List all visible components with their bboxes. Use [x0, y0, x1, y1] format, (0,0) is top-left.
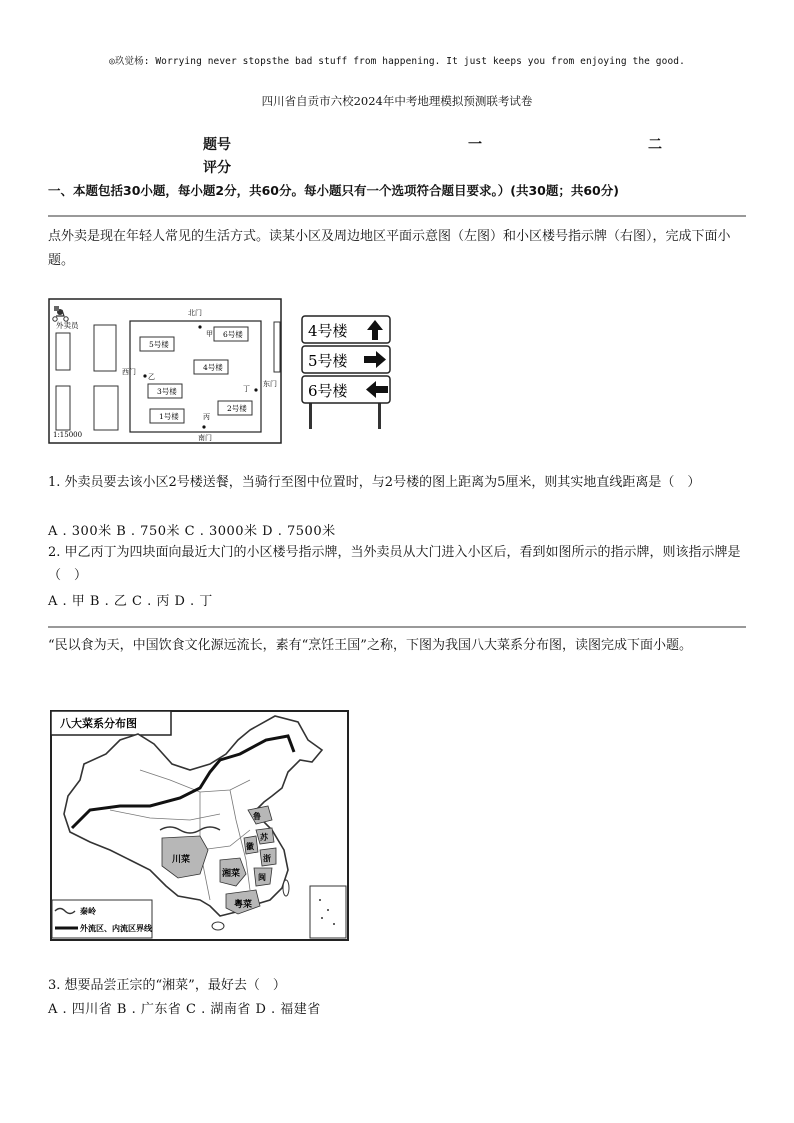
point-bing: 丙: [203, 413, 210, 421]
sign-row2-label: 5号楼: [308, 352, 348, 370]
building-3-label: 3号楼: [157, 387, 177, 396]
score-table-col2: 二: [648, 137, 662, 153]
score-table-col1: 一: [468, 137, 482, 153]
building-6-label: 6号楼: [223, 330, 243, 339]
hunan-label: 湘菜: [222, 869, 241, 879]
neighborhood-map: [48, 298, 282, 444]
building-2-label: 2号楼: [227, 404, 247, 413]
anhui-label: 徽: [246, 841, 254, 851]
question-3-options: A . 四川省 B . 广东省 C . 湖南省 D . 福建省: [48, 1002, 321, 1017]
south-gate-label: 南门: [198, 434, 212, 442]
north-gate-label: 北门: [188, 309, 202, 317]
jiangsu-label: 苏: [260, 832, 268, 842]
sichuan-label: 川菜: [172, 855, 191, 865]
score-table-row1-label: 题号: [203, 137, 231, 153]
west-gate-label: 西门: [122, 368, 136, 376]
header-motto: ◎玖觉杨: Worrying never stopsthe bad stuff from happening. It just keeps you from enjoying the good.: [109, 56, 685, 67]
divider: [48, 215, 746, 217]
question-2-options: A . 甲 B . 乙 C . 丙 D . 丁: [48, 594, 213, 609]
passage2-intro: “民以食为天，中国饮食文化源远流长，素有“烹饪王国”之称，下图为我国八大菜系分布图，读图完成下面小题。: [48, 638, 692, 653]
question-1-options: A . 300米 B . 750米 C . 3000米 D . 7500米: [48, 524, 336, 539]
building-5-label: 5号楼: [149, 340, 169, 349]
cuisine-map: [50, 710, 350, 942]
legend-boundary-label: 外流区、内流区界线: [80, 923, 152, 933]
fujian-label: 闽: [258, 872, 266, 882]
score-table-row2-label: 评分: [203, 160, 231, 176]
point-yi: 乙: [148, 373, 155, 381]
zhejiang-label: 浙: [263, 853, 271, 863]
guangdong-label: 粤菜: [234, 900, 253, 910]
question-3: 3. 想要品尝正宗的“湘菜”，最好去（ ）: [48, 978, 286, 993]
cuisine-map-title: 八大菜系分布图: [60, 717, 137, 730]
building-1-label: 1号楼: [159, 412, 179, 421]
sign-row1-label: 4号楼: [308, 322, 348, 340]
question-2: 2. 甲乙丙丁为四块面向最近大门的小区楼号指示牌，当外卖员从大门进入小区后，看到如图所示的指示牌，则该指示牌是（ ）: [48, 545, 741, 583]
page-title: 四川省自贡市六校2024年中考地理模拟预测联考试卷: [261, 94, 533, 108]
section-heading: 一、本题包括30小题，每小题2分，共60分。每小题只有一个选项符合题目要求。）(共30题；共60分): [48, 183, 619, 198]
building-4-label: 4号楼: [203, 363, 223, 372]
point-ding: 丁: [243, 385, 250, 393]
sign-row3-label: 6号楼: [308, 382, 348, 400]
legend-qinling-label: 秦岭: [80, 906, 96, 916]
courier-label: 外卖员: [56, 321, 79, 330]
building-sign: [300, 313, 394, 431]
divider: [48, 626, 746, 628]
shandong-label: 鲁: [253, 811, 261, 821]
map-scale: 1:15000: [53, 431, 83, 439]
passage1-intro: 点外卖是现在年轻人常见的生活方式。读某小区及周边地区平面示意图（左图）和小区楼号指示牌（右图），完成下面小题。: [48, 229, 731, 268]
east-gate-label: 东门: [263, 380, 277, 388]
point-jia: 甲: [206, 330, 213, 338]
question-1: 1. 外卖员要去该小区2号楼送餐，当骑行至图中位置时，与2号楼的图上距离为5厘米，则其实地直线距离是（ ）: [48, 475, 701, 490]
